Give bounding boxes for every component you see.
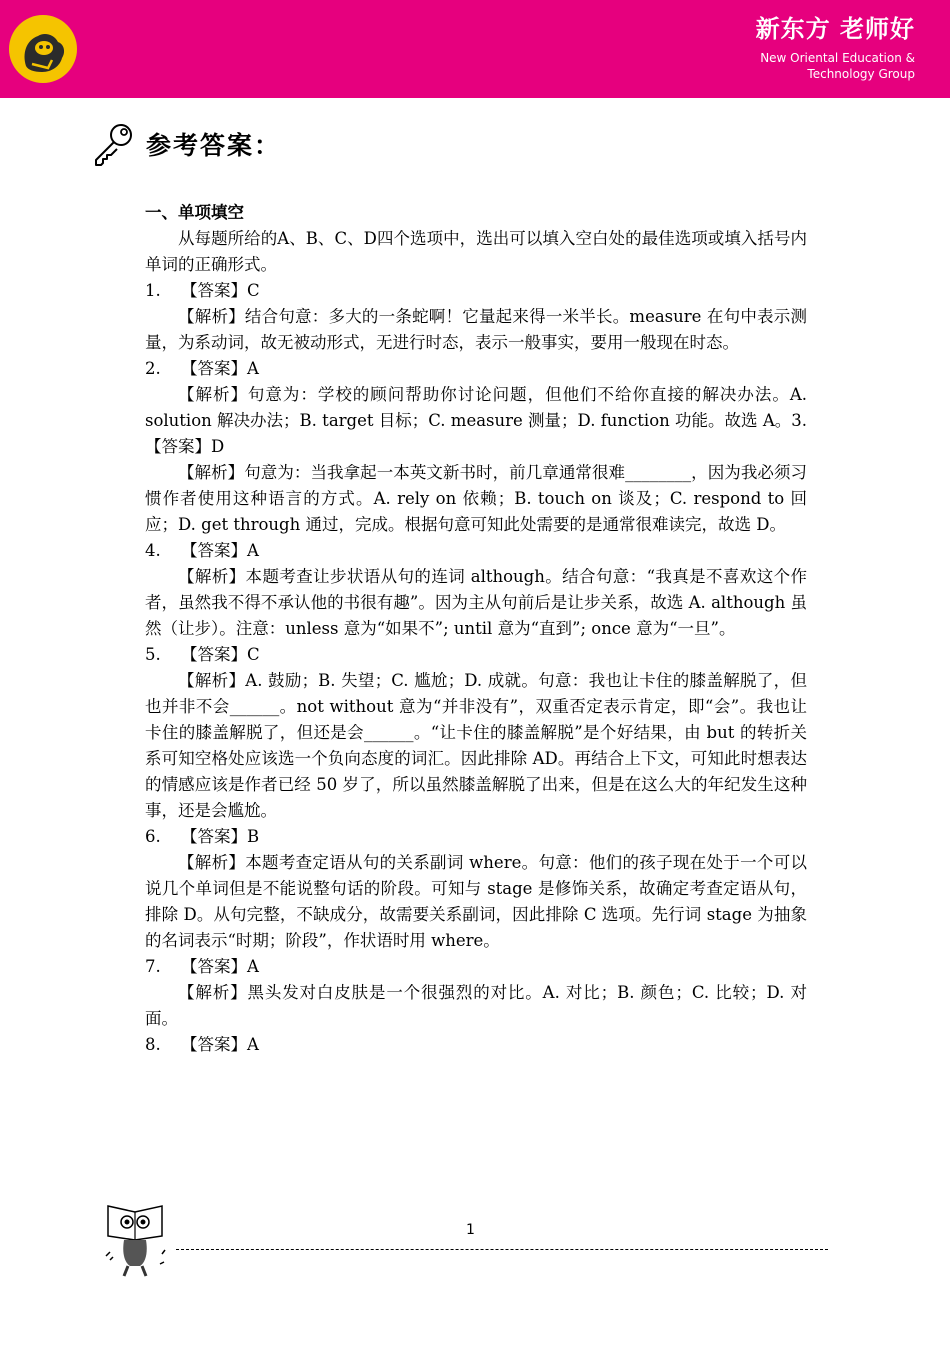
answer-line-7: [145, 954, 807, 980]
answer-key: 【答案】A: [181, 359, 259, 378]
part-heading: 一、单项填空: [145, 203, 244, 222]
gorilla-logo-icon: [8, 14, 78, 84]
question-number: 2.: [145, 359, 161, 378]
analysis-1: 【解析】结合句意：多大的一条蛇啊！它量起来得一米半长。measure 在句中表示测量，为系动词，故无被动形式，无进行时态，表示一般事实，要用一般现在时态。: [145, 307, 807, 352]
answer-content: [145, 200, 807, 1058]
key-icon: [90, 121, 136, 167]
analysis-7: 【解析】黑头发对白皮肤是一个很强烈的对比。A. 对比；B. 颜色；C. 比较；D. 对面。: [145, 983, 807, 1028]
question-number: 1.: [145, 281, 161, 300]
question-number: 8.: [145, 1035, 161, 1054]
footer-divider: [176, 1249, 828, 1250]
section-heading: [90, 120, 281, 168]
answer-line-5: [145, 642, 807, 668]
answer-key: 【答案】A: [181, 957, 259, 976]
brand-block: [756, 14, 915, 82]
answer-key: 【答案】C: [181, 281, 260, 300]
analysis-2: 【解析】句意为：学校的顾问帮助你讨论问题，但他们不给你直接的解决办法。A. solution 解决办法；B. target 目标；C. measure 测量；D. function 功能。故选 A。3. 【答案】D: [145, 385, 807, 456]
page-number: 1: [466, 1222, 475, 1238]
answer-line-2: [145, 356, 807, 382]
analysis-5: 【解析】A. 鼓励；B. 失望；C. 尴尬；D. 成就。句意：我也让卡住的膝盖解脱了，但也并非不会______。not without 意为“并非没有”，双重否定表示肯定，即“会”。我也让卡住的膝盖解脱了，但还是会______。“让卡住的膝盖解脱”是个好结果，由 but 的转折关系可知空格处应该选一个负向态度的词汇。因此排除 AD。再结合上下文，可知此时想表达的情感应该是作者已经 50 岁了，所以虽然膝盖解脱了出来，但是在这么大的年纪发生这种事，还是会尴尬。: [145, 671, 807, 820]
section-title: 参考答案：: [146, 131, 282, 160]
answer-key: 【答案】B: [181, 827, 260, 846]
question-number: 7.: [145, 957, 161, 976]
answer-line-4: [145, 538, 807, 564]
answer-key: 【答案】A: [181, 541, 259, 560]
analysis-6: 【解析】本题考查定语从句的关系副词 where。句意：他们的孩子现在处于一个可以说几个单词但是不能说整句话的阶段。可知与 stage 是修饰关系，故确定考查定语从句，排除 D。从句完整，不缺成分，故需要关系副词，因此排除 C 选项。先行词 stage 为抽象的名词表示“时期；阶段”，作状语时用 where。: [145, 853, 807, 950]
brand-name-cn: 新东方 老师好: [755, 15, 915, 43]
owl-reading-mascot-icon: [100, 1200, 170, 1280]
part-instruction: 从每题所给的A、B、C、D四个选项中，选出可以填入空白处的最佳选项或填入括号内单词的正确形式。: [145, 229, 807, 274]
answer-line-1: [145, 278, 807, 304]
analysis-4: 【解析】本题考查让步状语从句的连词 although。结合句意：“我真是不喜欢这个作者，虽然我不得不承认他的书很有趣”。因为主从句前后是让步关系，故选 A. although 虽然（让步）。注意：unless 意为“如果不”; until 意为“直到”; once 意为“一旦”。: [145, 567, 807, 638]
answer-key: 【答案】C: [181, 645, 260, 664]
answer-key: 【答案】A: [181, 1035, 259, 1054]
answer-line-6: [145, 824, 807, 850]
brand-name-en-line2: Technology Group: [807, 67, 915, 81]
answer-line-8: [145, 1032, 807, 1058]
page-header: [0, 0, 950, 98]
brand-name-en-line1: New Oriental Education &: [760, 51, 915, 65]
question-number: 5.: [145, 645, 161, 664]
question-number: 4.: [145, 541, 161, 560]
question-number: 6.: [145, 827, 161, 846]
analysis-3: 【解析】句意为：当我拿起一本英文新书时，前几章通常很难________，因为我必须习惯作者使用这种语言的方式。A. rely on 依赖；B. touch on 谈及；C. respond to 回应；D. get through 通过，完成。根据句意可知此处需要的是通常很难读完，故选 D。: [145, 463, 807, 534]
